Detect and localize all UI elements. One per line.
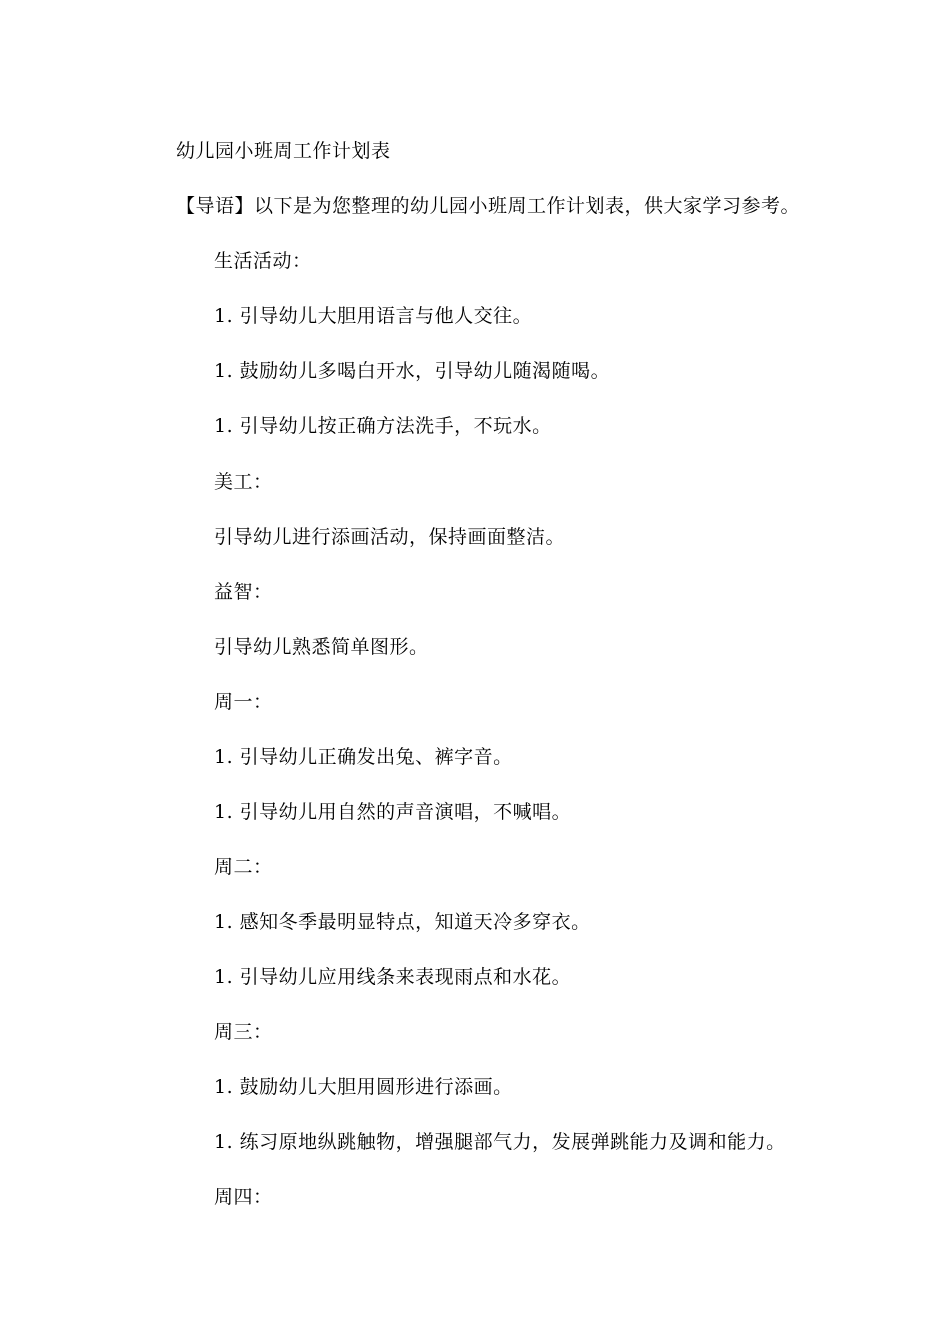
list-item: 1. 引导幼儿正确发出兔、裤字音。 xyxy=(214,746,513,768)
list-item: 1. 引导幼儿按正确方法洗手，不玩水。 xyxy=(214,415,552,437)
section-heading-thursday: 周四： xyxy=(214,1186,273,1208)
list-item: 1. 引导幼儿用自然的声音演唱，不喊唱。 xyxy=(214,801,572,823)
paragraph: 引导幼儿熟悉简单图形。 xyxy=(214,636,429,658)
paragraph: 引导幼儿进行添画活动，保持画面整洁。 xyxy=(214,526,566,548)
list-item: 1. 鼓励幼儿多喝白开水，引导幼儿随渴随喝。 xyxy=(214,360,611,382)
list-item: 1. 练习原地纵跳触物，增强腿部气力，发展弹跳能力及调和能力。 xyxy=(214,1131,786,1153)
section-heading-tuesday: 周二： xyxy=(214,856,273,878)
section-heading-monday: 周一： xyxy=(214,691,273,713)
list-item: 1. 引导幼儿大胆用语言与他人交往。 xyxy=(214,305,533,327)
section-heading-life-activities: 生活活动： xyxy=(214,250,312,272)
list-item: 1. 引导幼儿应用线条来表现雨点和水花。 xyxy=(214,966,572,988)
document-title: 幼儿园小班周工作计划表 xyxy=(176,140,391,162)
list-item: 1. 感知冬季最明显特点，知道天冷多穿衣。 xyxy=(214,911,591,933)
section-heading-wednesday: 周三： xyxy=(214,1021,273,1043)
section-heading-art: 美工： xyxy=(214,471,273,493)
section-heading-puzzle: 益智： xyxy=(214,581,273,603)
list-item: 1. 鼓励幼儿大胆用圆形进行添画。 xyxy=(214,1076,513,1098)
intro-paragraph: 【导语】以下是为您整理的幼儿园小班周工作计划表，供大家学习参考。 xyxy=(176,195,801,217)
